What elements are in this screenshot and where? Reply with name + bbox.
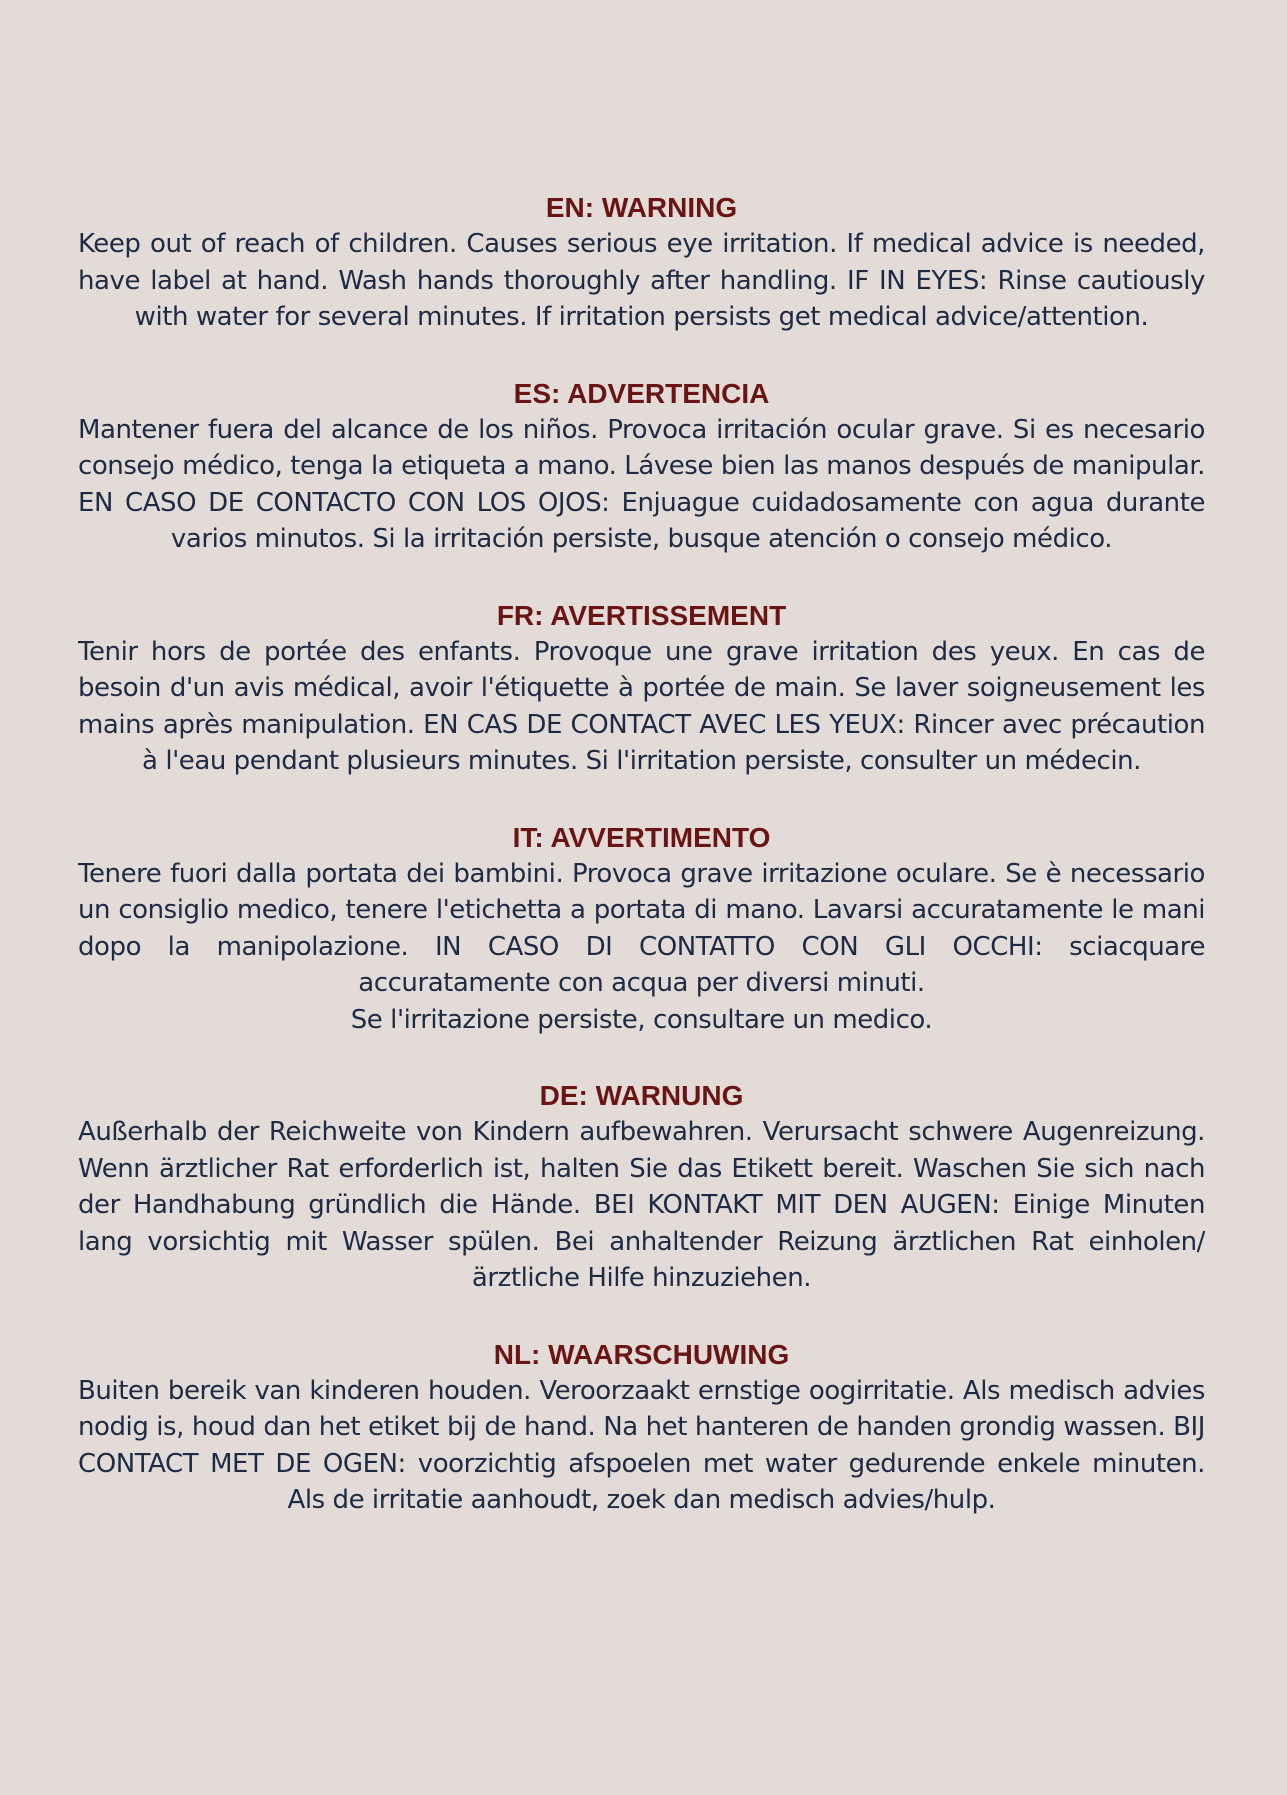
section-de — [78, 1078, 1205, 1297]
section-it — [78, 820, 1205, 1039]
section-body-en: Keep out of reach of children. Causes serious eye irritation. If medical advice is needed, have label at hand. Wash hands thoroughly after handling. IF IN EYES: Rinse cautiously with water for several minutes. If irritation persists get medical advice/attention. — [78, 229, 1205, 332]
section-heading-es: ES: ADVERTENCIA — [513, 377, 770, 409]
section-body-de: Außerhalb der Reichweite von Kindern aufbewahren. Verursacht schwere Augenreizung. Wenn ärztlicher Rat erforderlich ist, halten Sie das Etikett bereit. Waschen Sie sich nach der Handhabung gründlich die Hände. BEI KONTAKT MIT DEN AUGEN: Einige Minuten lang vorsichtig mit Wasser spülen. Bei anhaltender Reizung ärztlichen Rat einholen/ärztliche Hilfe hinzuziehen. — [78, 1117, 1205, 1293]
section-en — [78, 190, 1205, 336]
section-nl — [78, 1337, 1205, 1519]
section-body-nl: Buiten bereik van kinderen houden. Veroorzaakt ernstige oogirritatie. Als medisch advies nodig is, houd dan het etiket bij de hand. Na het hanteren de handen grondig wassen. BIJ CONTACT MET DE OGEN: voorzichtig afspoelen met water gedurende enkele minuten. Als de irritatie aanhoudt, zoek dan medisch advies/hulp. — [78, 1375, 1205, 1515]
section-body-fr: Tenir hors de portée des enfants. Provoque une grave irritation des yeux. En cas de besoin d'un avis médical, avoir l'étiquette à portée de main. Se laver soigneusement les mains après manipulation. EN CAS DE CONTACT AVEC LES YEUX: Rincer avec précaution à l'eau pendant plusieurs minutes. Si l'irritation persiste, consulter un médecin. — [78, 636, 1205, 776]
section-body-it-extra — [78, 1002, 1205, 1039]
section-body-es: Mantener fuera del alcance de los niños. Provoca irritación ocular grave. Si es necesario consejo médico, tenga la etiqueta a mano. Lávese bien las manos después de manipular. EN CASO DE CONTACTO CON LOS OJOS: Enjuague cuidadosamente con agua durante varios minutos. Si la irritación persiste, busque atención o consejo médico. — [78, 414, 1205, 554]
section-body-it-last-line: Se l'irritazione persiste, consultare un medico. — [350, 1004, 933, 1035]
section-heading-it: IT: AVVERTIMENTO — [512, 821, 771, 853]
section-fr — [78, 598, 1205, 780]
section-body-it: Tenere fuori dalla portata dei bambini. Provoca grave irritazione oculare. Se è necessario un consiglio medico, tenere l'etichetta a portata di mano. Lavarsi accuratamente le mani dopo la manipolazione. IN CASO DI CONTATTO CON GLI OCCHI: sciacquare accuratamente con acqua per diversi minuti. — [78, 858, 1205, 998]
section-heading-nl: NL: WAARSCHUWING — [493, 1338, 790, 1370]
section-heading-en: EN: WARNING — [545, 192, 738, 223]
section-heading-fr: FR: AVERTISSEMENT — [496, 599, 787, 631]
section-heading-de: DE: WARNUNG — [539, 1080, 744, 1111]
section-es — [78, 376, 1205, 558]
